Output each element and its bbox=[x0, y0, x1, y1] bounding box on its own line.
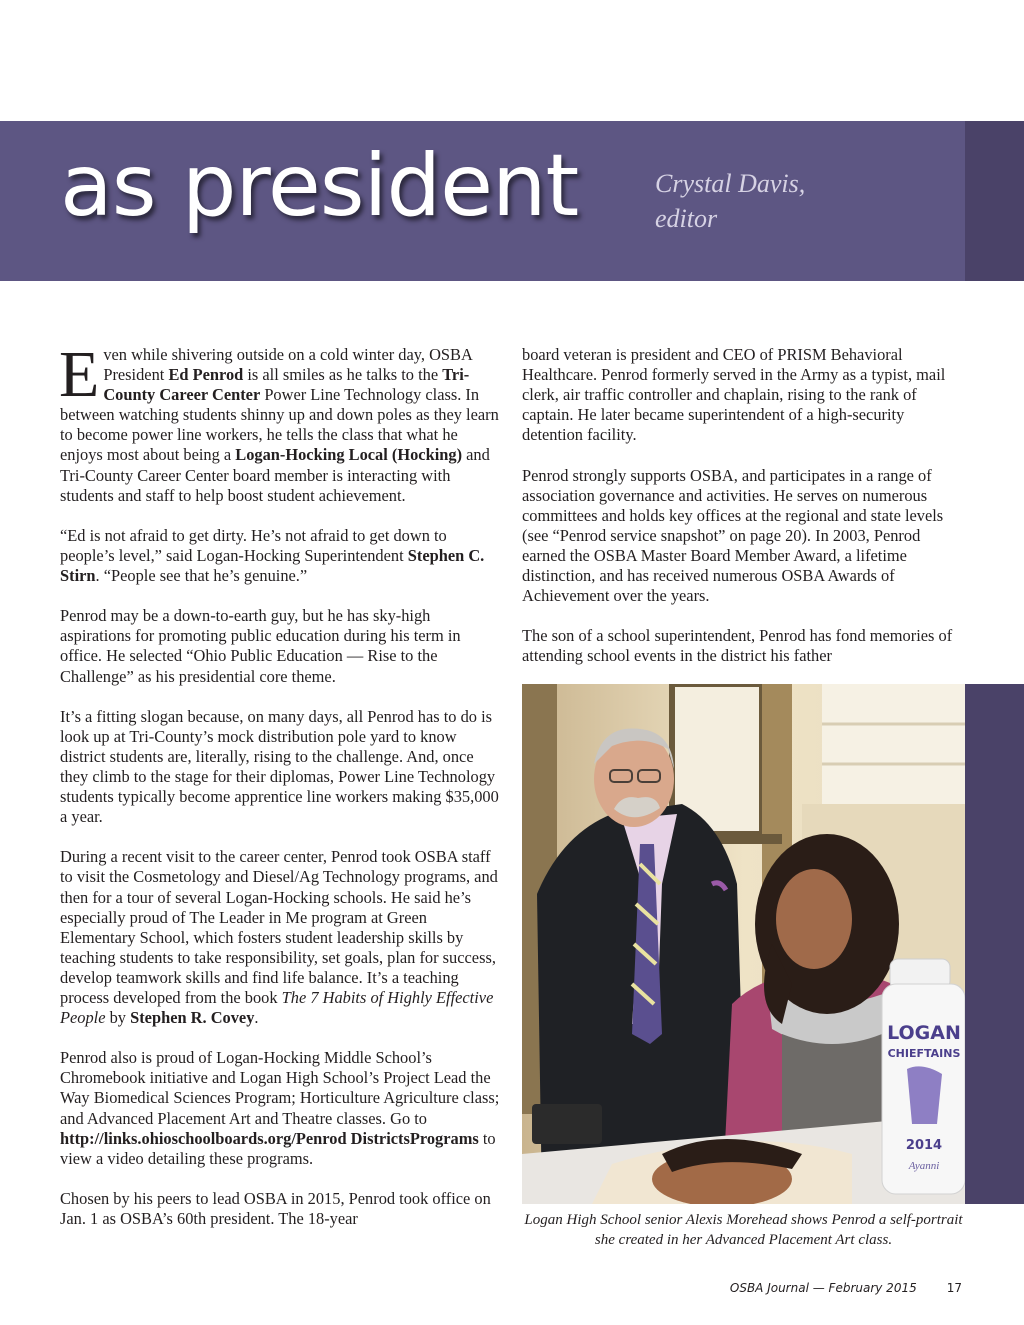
name-stephen-covey: Stephen R. Covey bbox=[130, 1008, 255, 1028]
paragraph-6: Penrod also is proud of Logan-Hocking Middle School’s Chromebook initiative and Logan High School’s Project Lead the Way Biomedical Sciences Program; Horticulture Agriculture class; and Advanced Placement Art and Theatre classes. Go to http://links.ohioschoolboards.org/Penrod DistrictsPrograms to view a video detailing these programs. bbox=[60, 1048, 500, 1168]
title-banner-edge bbox=[965, 121, 1024, 281]
paragraph-3: Penrod may be a down-to-earth guy, but he has sky-high aspirations for promoting public education during his term in office. He selected “Ohio Public Education — Rise to the Challenge” as his presidential core theme. bbox=[60, 606, 461, 686]
paragraph-5: During a recent visit to the career center, Penrod took OSBA staff to visit the Cosmetology and Diesel/Ag Technology programs, and then for a tour of several Logan-Hocking schools. He said he’s especially proud of The Leader in Me program at Green Elementary School, which fosters student leadership skills by teaching students to take responsibility, set goals, plan for success, develop teamwork skills and find life balance. It’s a teaching process developed from the book The 7 Habits of Highly Effective People by Stephen R. Covey. bbox=[60, 847, 498, 1028]
article-column-left bbox=[59, 338, 500, 1229]
page-number: 17 bbox=[946, 1281, 962, 1295]
drop-cap: E bbox=[59, 338, 100, 411]
photo-side-bar bbox=[965, 684, 1024, 1204]
page-footer bbox=[700, 1281, 962, 1295]
logan-water-bottle bbox=[882, 959, 965, 1194]
name-tri-county: Tri-County Career Center bbox=[103, 365, 470, 405]
bottle-text-name: Ayanni bbox=[908, 1160, 940, 1172]
name-stephen-stirn: Stephen C. Stirn bbox=[60, 545, 485, 586]
paragraph-8: board veteran is president and CEO of PRISM Behavioral Healthcare. Penrod formerly served in the Army as a typist, mail clerk, air traffic controller and chaplain, rising to the rank of captain. He later became superintendent of a high-security detention facility. bbox=[522, 345, 946, 445]
byline-role: editor bbox=[655, 204, 718, 233]
paragraph-7: Chosen by his peers to lead OSBA in 2015, Penrod took office on Jan. 1 as OSBA’s 60th president. The 18-year bbox=[60, 1188, 491, 1229]
paragraph-2: “Ed is not afraid to get dirty. He’s not afraid to get down to people’s level,” said Logan-Hocking Superintendent Stephen C. Stirn. “People see that he’s genuine.” bbox=[60, 525, 485, 586]
footer-journal: OSBA Journal — February 2015 bbox=[729, 1281, 917, 1295]
bottle-text-chieftains: CHIEFTAINS bbox=[887, 1047, 961, 1060]
byline bbox=[655, 166, 805, 236]
bottle-text-year: 2014 bbox=[905, 1138, 943, 1153]
book-title: The 7 Habits of Highly Effective People bbox=[60, 988, 494, 1028]
paragraph-9: Penrod strongly supports OSBA, and participates in a range of association governance and activities. He serves on numerous committees and holds key offices at the regional and state levels (see “Penrod service snapshot” on page 20). In 2003, Penrod earned the OSBA Master Board Member Award, a lifetime distinction, and has received numerous OSBA Awards of Achievement over the years. bbox=[522, 465, 944, 606]
article-column-right bbox=[522, 345, 965, 667]
name-logan-hocking: Logan-Hocking Local (Hocking) bbox=[235, 445, 463, 465]
photo-illustration bbox=[522, 684, 965, 1204]
paragraph-1: Even while shivering outside on a cold winter day, OSBA President Ed Penrod is all smiles as he talks to the Tri-County Career Center Power Line Technology class. In between watching students shinny up and down poles as they learn to become power line workers, he tells the class that what he enjoys most about being a Logan-Hocking Local (Hocking) and Tri-County Career Center board member is interacting with students and staff to help boost student achievement. bbox=[59, 338, 499, 505]
video-link[interactable]: http://links.ohioschoolboards.org/Penrod DistrictsPrograms bbox=[60, 1128, 479, 1148]
photo-caption: Logan High School senior Alexis Morehead shows Penrod a self-portrait she created in her Advanced Placement Art class. bbox=[524, 1212, 963, 1248]
paragraph-10: The son of a school superintendent, Penrod has fond memories of attending school events in the district his father bbox=[522, 626, 953, 666]
paragraph-4: It’s a fitting slogan because, on many days, all Penrod has to do is look up at Tri-County’s mock distribution pole yard to know district students are, literally, rising to the challenge. And, once they climb to the stage for their diplomas, Power Line Technology students typically become apprentice line workers making $35,000 a year. bbox=[60, 706, 499, 827]
bottle-text-logan: LOGAN bbox=[887, 1022, 961, 1044]
byline-name: Crystal Davis, bbox=[655, 169, 806, 198]
article-photo bbox=[522, 684, 965, 1204]
headline: as president bbox=[60, 136, 579, 236]
name-ed-penrod: Ed Penrod bbox=[168, 365, 244, 385]
